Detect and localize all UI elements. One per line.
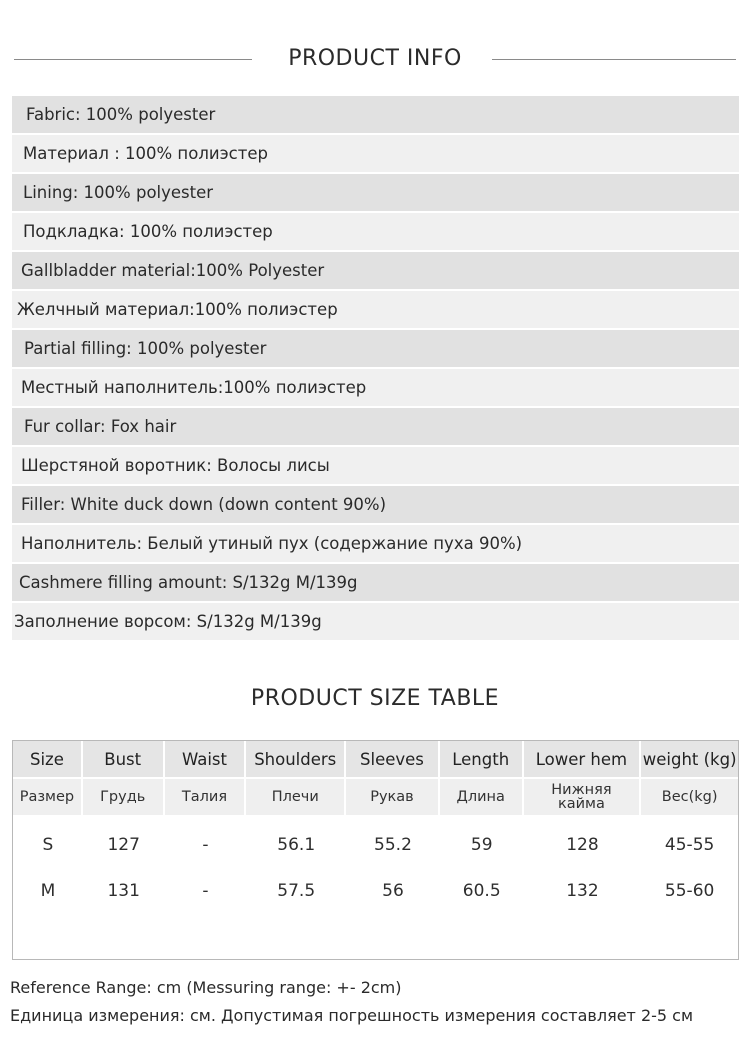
table-row <box>13 825 738 865</box>
info-row-cashmere-amount-ru: Заполнение ворсом: S/132g M/139g <box>12 603 739 640</box>
info-row-partial-filling-ru: Местный наполнитель:100% полиэстер <box>12 369 739 406</box>
info-row-partial-filling: Partial filling: 100% polyester <box>12 330 739 367</box>
info-row-filler: Filler: White duck down (down content 90%) <box>12 486 739 523</box>
subheader-shoulders: Плечи <box>246 779 346 815</box>
table-cell: 55.2 <box>374 835 412 855</box>
header-weight: weight (kg) <box>642 749 737 769</box>
subheader-waist: Талия <box>165 779 247 815</box>
table-cell: 55-60 <box>664 881 715 901</box>
info-row-fabric: Fabric: 100% polyester <box>12 96 739 133</box>
size-table-header-row <box>13 741 738 777</box>
info-row-gallbladder: Gallbladder material:100% Polyester <box>12 252 739 289</box>
info-row-gallbladder-ru: Желчный материал:100% полиэстер <box>12 291 739 328</box>
table-cell: 128 <box>566 835 599 855</box>
size-table-title: PRODUCT SIZE TABLE <box>250 686 500 711</box>
table-cell: 57.5 <box>277 881 316 901</box>
subheader-lower-hem: Нижняя кайма <box>524 779 642 815</box>
subheader-weight: Вес(kg) <box>661 788 718 805</box>
product-info-list <box>12 96 739 642</box>
subheader-size: Размер <box>13 779 83 815</box>
table-cell: - <box>202 835 209 855</box>
header-lower-hem: Lower hem <box>524 741 642 777</box>
table-cell: S <box>42 835 54 855</box>
table-row <box>13 871 738 911</box>
header-shoulders: Shoulders <box>246 741 346 777</box>
header-length: Length <box>440 741 524 777</box>
header-waist: Waist <box>165 741 247 777</box>
table-cell: M <box>40 881 56 901</box>
info-row-fur-collar-ru: Шерстяной воротник: Волосы лисы <box>12 447 739 484</box>
table-cell: 59 <box>470 835 493 855</box>
reference-range-note-ru: Единица измерения: см. Допустимая погрешность измерения составляет 2-5 см <box>10 1006 694 1025</box>
info-row-fur-collar: Fur collar: Fox hair <box>12 408 739 445</box>
size-table <box>12 740 739 960</box>
info-row-lining-ru: Подкладка: 100% полиэстер <box>12 213 739 250</box>
subheader-sleeves: Рукав <box>346 779 440 815</box>
table-cell: 132 <box>566 881 599 901</box>
info-row-filler-ru: Наполнитель: Белый утиный пух (содержание пуха 90%) <box>12 525 739 562</box>
info-row-material-ru: Материал : 100% полиэстер <box>12 135 739 172</box>
table-cell: 131 <box>107 881 140 901</box>
table-cell: - <box>202 881 209 901</box>
table-cell: 56.1 <box>277 835 316 855</box>
reference-range-note: Reference Range: cm (Messuring range: +- 2cm) <box>10 978 402 997</box>
header-size: Size <box>13 741 83 777</box>
info-row-lining: Lining: 100% polyester <box>12 174 739 211</box>
table-cell: 45-55 <box>664 835 715 855</box>
table-cell: 60.5 <box>462 881 501 901</box>
size-table-subheader-row <box>13 779 738 815</box>
subheader-bust: Грудь <box>83 779 165 815</box>
header-sleeves: Sleeves <box>346 741 440 777</box>
title-divider-right <box>492 59 736 60</box>
info-row-cashmere-amount: Cashmere filling amount: S/132g M/139g <box>12 564 739 601</box>
header-bust: Bust <box>83 741 165 777</box>
table-cell: 56 <box>382 881 404 901</box>
table-cell: 127 <box>107 835 140 855</box>
subheader-length: Длина <box>440 779 524 815</box>
product-info-title: PRODUCT INFO <box>288 46 462 71</box>
